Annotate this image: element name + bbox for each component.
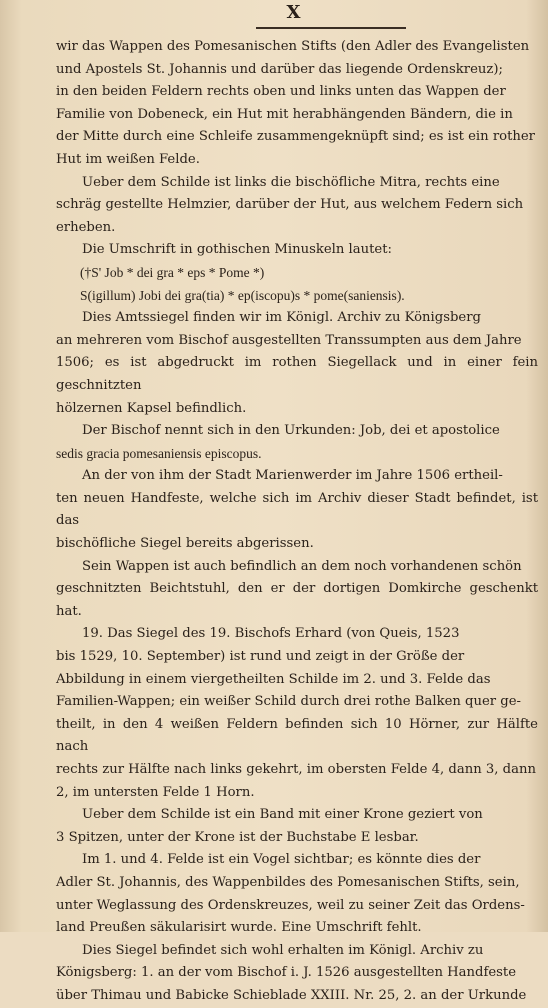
text-line: sedis gracia pomesaniensis episcopus. xyxy=(56,445,262,461)
text-line: und Apostels St. Johannis und darüber das liegende Ordenskreuz); xyxy=(56,61,503,77)
text-line: erheben. xyxy=(56,219,116,235)
text-line: Königsberg: 1. an der vom Bischof i. J. 1526 ausgestellten Handfeste xyxy=(56,965,517,981)
text-line: in den beiden Feldern rechts oben und links unten das Wappen der xyxy=(56,84,506,100)
text-line: Familien-Wappen; ein weißer Schild durch drei rothe Balken quer ge- xyxy=(56,694,521,710)
text-line: über Thimau und Babicke Schieblade XXIII. Nr. 25, 2. an der Urkunde xyxy=(56,987,527,1003)
text-line: Adler St. Johannis, des Wappenbildes des Pomesanischen Stifts, sein, xyxy=(56,874,520,890)
text-line: hölzernen Kapsel befindlich. xyxy=(56,400,247,416)
text-line: Ueber dem Schilde ist ein Band mit einer Krone geziert von xyxy=(82,807,483,823)
inscription-line: (†S' Job * dei gra * eps * Pome *) xyxy=(80,264,265,280)
text-line: Im 1. und 4. Felde ist ein Vogel sichtbar; es könnte dies der xyxy=(82,852,481,868)
inscription-line: S(igillum) Jobi dei gra(tia) * ep(iscopu)s * pome(saniensis). xyxy=(80,287,405,303)
text-line: Hut im weißen Felde. xyxy=(56,151,200,167)
text-line: bis 1529, 10. September) ist rund und zeigt in der Größe der xyxy=(56,649,465,665)
text-line: Sein Wappen ist auch befindlich an dem noch vorhandenen schön xyxy=(82,558,522,574)
text-line: ten neuen Handfeste, welche sich im Archiv dieser Stadt befindet, ist das xyxy=(56,490,538,529)
text-line: geschnitzten Beichtstuhl, den er der dortigen Domkirche geschenkt hat. xyxy=(56,581,538,619)
text-line: bischöfliche Siegel bereits abgerissen. xyxy=(56,536,314,552)
text-line: schräg gestellte Helmzier, darüber der Hut, aus welchem Federn sich xyxy=(56,197,524,213)
text-line: wir das Wappen des Pomesanischen Stifts (den Adler des Evangelisten xyxy=(56,39,530,54)
text-line: Die Umschrift in gothischen Minuskeln lautet: xyxy=(82,242,392,258)
text-line: Familie von Dobeneck, ein Hut mit herabhängenden Bändern, die in xyxy=(56,106,513,122)
text-line: 2, im untersten Felde 1 Horn. xyxy=(56,784,255,800)
text-line: 19. Das Siegel des 19. Bischofs Erhard (von Queis, 1523 xyxy=(82,626,460,642)
text-line: Dies Siegel befindet sich wohl erhalten im Königl. Archiv zu xyxy=(82,942,484,958)
text-line: Der Bischof nennt sich in den Urkunden: Job, dei et apostolice xyxy=(82,423,500,439)
text-line: Ueber dem Schilde ist links die bischöfliche Mitra, rechts eine xyxy=(82,174,500,190)
text-line: unter Weglassung des Ordenskreuzes, weil zu seiner Zeit das Ordens- xyxy=(56,897,525,913)
text-line: der Mitte durch eine Schleife zusammengeknüpft sind; es ist ein rother xyxy=(56,129,535,145)
text-line: land Preußen säkularisirt wurde. Eine Umschrift fehlt. xyxy=(56,920,422,936)
text-line: rechts zur Hälfte nach links gekehrt, im obersten Felde 4, dann 3, dann xyxy=(56,762,536,777)
text-line: Abbildung in einem viergetheilten Schilde im 2. und 3. Felde das xyxy=(56,671,491,687)
page-body xyxy=(56,36,538,1008)
header-rule xyxy=(256,27,406,29)
text-line: an mehreren vom Bischof ausgestellten Transsumpten aus dem Jahre xyxy=(56,332,522,348)
text-line: An der von ihm der Stadt Marienwerder im Jahre 1506 ertheil- xyxy=(82,468,503,484)
text-line: theilt, in den 4 weißen Feldern befinden sich 10 Hörner, zur Hälfte nach xyxy=(56,716,538,755)
page-number: X xyxy=(286,2,302,23)
text-line: 1506; es ist abgedruckt im rothen Siegellack und in einer fein geschnitzten xyxy=(56,355,538,393)
text-line: 3 Spitzen, unter der Krone ist der Buchstabe E lesbar. xyxy=(56,829,419,845)
text-line: Dies Amtssiegel finden wir im Königl. Archiv zu Königsberg xyxy=(82,310,481,326)
